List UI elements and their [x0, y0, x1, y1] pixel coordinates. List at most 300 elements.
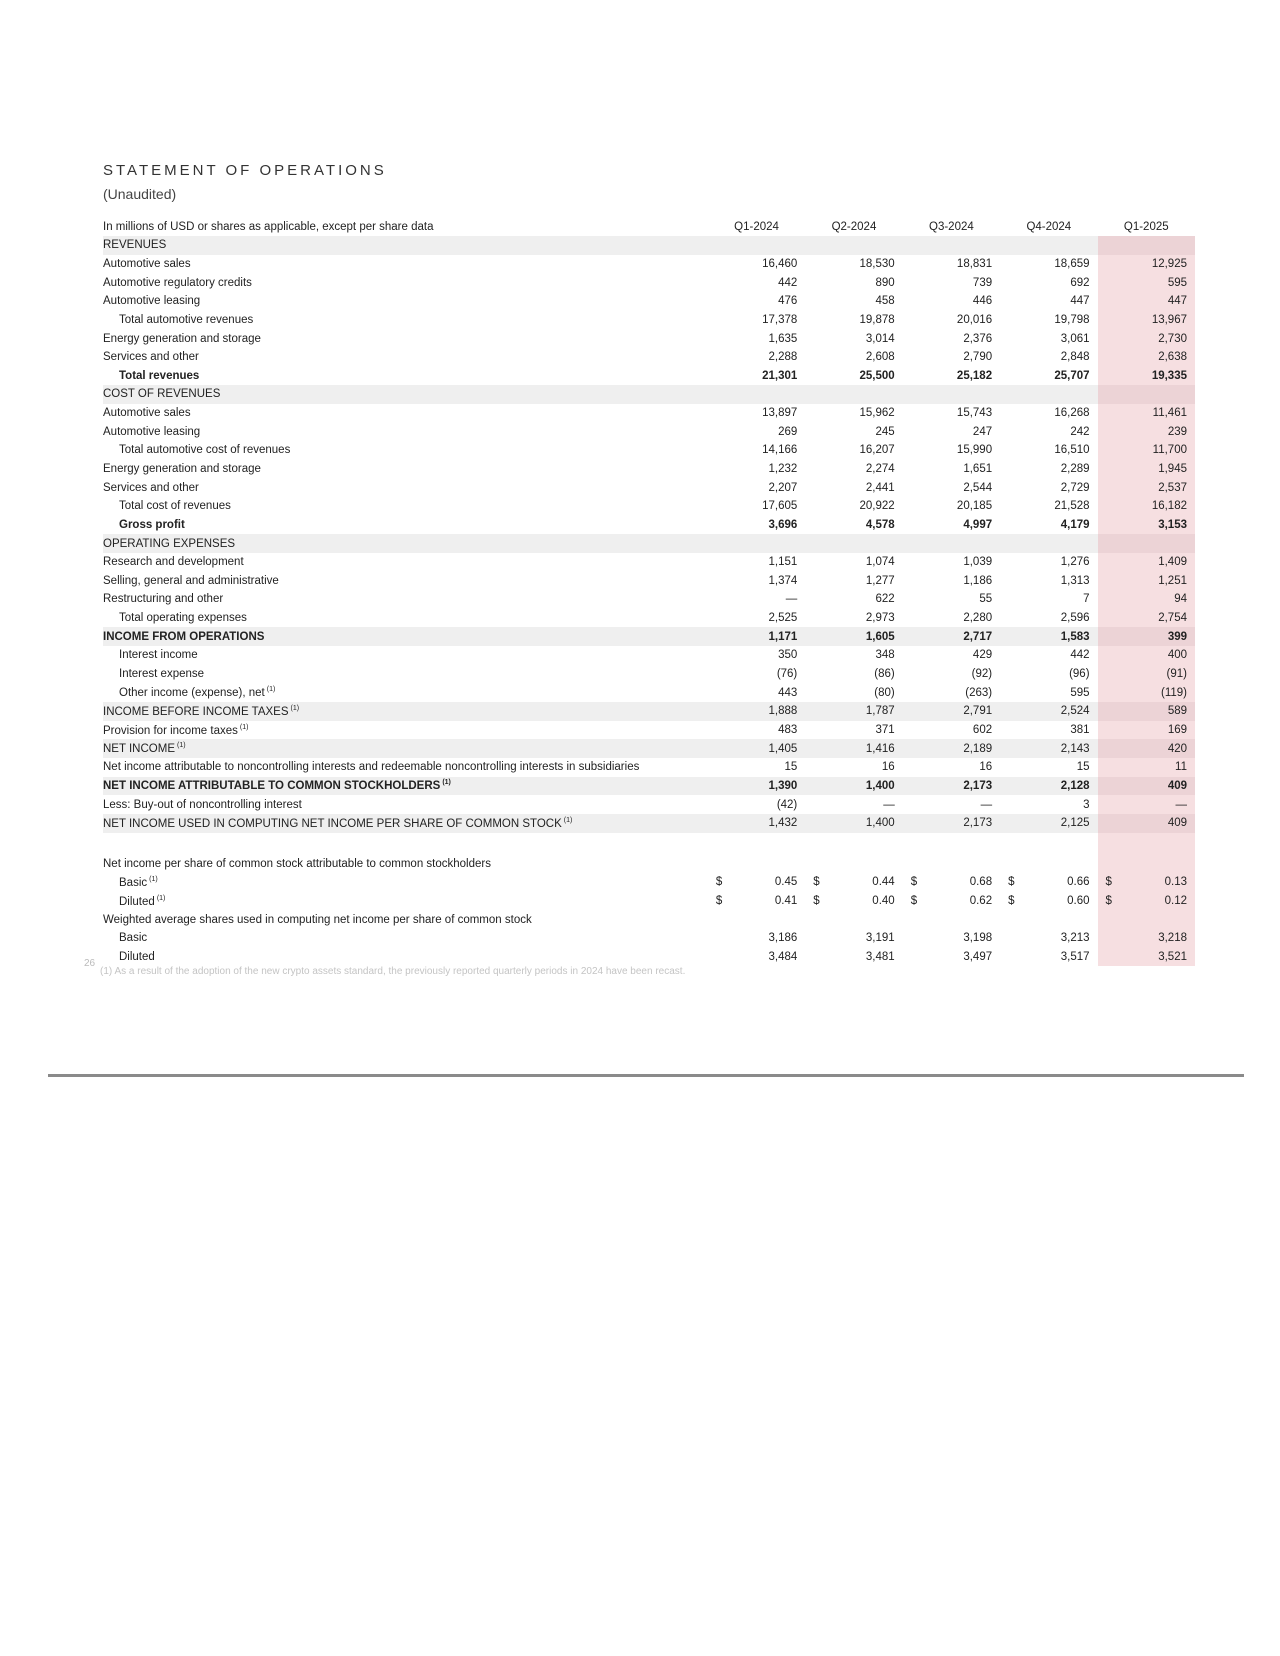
row-label-cell — [103, 948, 708, 967]
value-cell — [903, 273, 1000, 292]
value-cell — [1098, 814, 1195, 833]
table-row — [103, 758, 1195, 777]
value-cell — [1098, 665, 1195, 684]
table-row — [103, 627, 1195, 646]
cell-value: 1,888 — [768, 705, 798, 718]
value-cell — [708, 609, 805, 628]
cell-value: 1,605 — [865, 630, 895, 643]
value-cell — [903, 497, 1000, 516]
cell-value: (96) — [1069, 668, 1090, 681]
table-row — [103, 910, 1195, 929]
cell-value: 17,378 — [762, 313, 798, 326]
value-cell — [805, 833, 902, 855]
value-cell — [1000, 646, 1097, 665]
value-cell — [708, 646, 805, 665]
cell-value: 1,374 — [768, 574, 798, 587]
value-cell — [805, 855, 902, 874]
value-cell — [805, 460, 902, 479]
value-cell — [903, 366, 1000, 385]
value-cell — [1000, 460, 1097, 479]
value-cell — [805, 721, 902, 740]
value-cell — [1098, 385, 1195, 404]
cell-value: 239 — [1167, 425, 1187, 438]
cell-value: 595 — [1167, 276, 1187, 289]
value-cell — [903, 855, 1000, 874]
row-label-cell — [103, 758, 708, 777]
value-cell — [1098, 273, 1195, 292]
table-row — [103, 873, 1195, 892]
value-cell — [1000, 910, 1097, 929]
cell-value: 2,289 — [1060, 463, 1090, 475]
value-cell — [1000, 833, 1097, 855]
value-cell — [1000, 534, 1097, 553]
cell-value: 25,707 — [1054, 369, 1090, 382]
table-row — [103, 366, 1195, 385]
value-cell — [903, 683, 1000, 702]
cell-value: 400 — [1167, 649, 1187, 662]
value-cell — [903, 329, 1000, 348]
value-cell — [1000, 702, 1097, 721]
cell-value: 2,717 — [963, 630, 993, 643]
cell-value: 0.68 — [969, 876, 993, 889]
value-cell — [1098, 683, 1195, 702]
cell-value: 1,945 — [1158, 463, 1187, 475]
row-label: Services and other — [103, 351, 199, 364]
cell-value: 245 — [875, 425, 895, 438]
cell-value: 739 — [972, 276, 993, 289]
cell-value: 19,798 — [1054, 313, 1090, 326]
table-row — [103, 534, 1195, 553]
value-cell — [805, 385, 902, 404]
value-cell — [805, 236, 902, 255]
cell-value: 3,191 — [865, 932, 895, 945]
value-cell — [805, 814, 902, 833]
cell-value: 2,125 — [1060, 817, 1090, 830]
cell-value: 3,218 — [1158, 932, 1187, 945]
row-label: REVENUES — [103, 239, 167, 252]
cell-value: 442 — [778, 276, 798, 289]
value-cell — [1098, 795, 1195, 814]
value-cell — [708, 948, 805, 967]
cell-value: 0.40 — [872, 895, 895, 908]
value-cell — [805, 683, 902, 702]
value-cell — [1000, 721, 1097, 740]
value-cell — [903, 460, 1000, 479]
row-label-cell — [103, 892, 708, 911]
row-label: Total revenues — [119, 369, 200, 382]
cell-value: 2,524 — [1060, 705, 1090, 718]
footnote-marker: (1) — [266, 686, 276, 694]
cell-value: 0.62 — [969, 895, 993, 908]
cell-value: 399 — [1167, 630, 1187, 643]
cell-value: 2,376 — [963, 332, 993, 345]
value-cell — [1098, 929, 1195, 948]
value-cell — [903, 422, 1000, 441]
table-row — [103, 273, 1195, 292]
value-cell — [1098, 873, 1195, 892]
value-cell — [708, 534, 805, 553]
page-number: 26 — [84, 958, 96, 969]
cell-value: 1,313 — [1060, 574, 1090, 587]
cell-value: 1,186 — [963, 574, 993, 587]
table-caption: In millions of USD or shares as applicable, except per share data — [103, 221, 434, 233]
footnote-marker: (1) — [149, 876, 158, 884]
table-row — [103, 478, 1195, 497]
currency-symbol: $ — [910, 895, 918, 908]
table-row — [103, 665, 1195, 684]
value-cell — [1098, 910, 1195, 929]
row-label: Automotive regulatory credits — [103, 276, 252, 289]
page-separator — [48, 1074, 1244, 1077]
cell-value: 2,596 — [1060, 612, 1090, 625]
value-cell — [903, 758, 1000, 777]
value-cell — [1000, 795, 1097, 814]
value-cell — [1098, 721, 1195, 740]
cell-value: 2,274 — [865, 463, 895, 475]
value-cell — [1098, 646, 1195, 665]
table-row — [103, 516, 1195, 535]
cell-value: (86) — [874, 668, 895, 681]
table-body — [103, 236, 1195, 966]
row-label-cell — [103, 553, 708, 572]
cell-value: 420 — [1167, 742, 1187, 755]
row-label: Basic — [119, 932, 148, 945]
value-cell — [1098, 329, 1195, 348]
cell-value: 2,848 — [1060, 351, 1090, 364]
value-cell — [903, 910, 1000, 929]
cell-value: 18,530 — [859, 257, 895, 270]
cell-value: (80) — [874, 686, 895, 699]
cell-value: 55 — [979, 593, 993, 606]
value-cell — [708, 777, 805, 796]
cell-value: 1,251 — [1158, 574, 1187, 587]
table-row — [103, 255, 1195, 274]
value-cell — [1098, 833, 1195, 855]
cell-value: 890 — [875, 276, 895, 289]
cell-value: 3 — [1083, 798, 1090, 811]
value-cell — [708, 702, 805, 721]
value-cell — [1000, 422, 1097, 441]
value-cell — [1000, 739, 1097, 758]
cell-value: 1,432 — [768, 817, 798, 830]
cell-value: 3,521 — [1158, 951, 1187, 964]
row-label-cell — [103, 702, 708, 721]
cell-value: 2,791 — [963, 705, 993, 718]
cell-value: 2,525 — [768, 612, 798, 625]
row-label: INCOME BEFORE INCOME TAXES — [103, 705, 289, 718]
table-row — [103, 497, 1195, 516]
row-label-cell — [103, 441, 708, 460]
cell-value: 350 — [778, 649, 798, 662]
cell-value: 2,973 — [865, 612, 895, 625]
cell-value: 409 — [1167, 817, 1187, 830]
cell-value: 443 — [778, 686, 798, 699]
value-cell — [805, 948, 902, 967]
value-cell — [903, 255, 1000, 274]
value-cell — [903, 516, 1000, 535]
value-cell — [903, 833, 1000, 855]
value-cell — [1000, 385, 1097, 404]
cell-value: (91) — [1166, 668, 1187, 681]
cell-value: 2,128 — [1060, 779, 1090, 792]
value-cell — [708, 855, 805, 874]
table-row — [103, 833, 1195, 855]
cell-value: 1,074 — [865, 556, 895, 569]
cell-value: 17,605 — [762, 500, 798, 513]
column-header: Q2-2024 — [831, 221, 877, 233]
footnote-marker: (1) — [563, 816, 573, 824]
value-cell — [805, 795, 902, 814]
row-label-cell — [103, 646, 708, 665]
table-row — [103, 460, 1195, 479]
value-cell — [1098, 590, 1195, 609]
cell-value: 0.44 — [872, 876, 895, 889]
value-cell — [708, 758, 805, 777]
cell-value: 1,171 — [768, 630, 798, 643]
cell-value: 16 — [881, 761, 895, 774]
cell-value: 0.13 — [1164, 876, 1187, 889]
row-label-cell — [103, 311, 708, 330]
value-cell — [708, 892, 805, 911]
cell-value: 1,276 — [1060, 556, 1090, 569]
value-cell — [805, 292, 902, 311]
value-cell — [1000, 873, 1097, 892]
cell-value: 4,578 — [865, 518, 895, 531]
value-cell — [1000, 516, 1097, 535]
row-label-cell — [103, 795, 708, 814]
cell-value: 13,897 — [762, 407, 798, 420]
cell-value: 348 — [875, 649, 895, 662]
value-cell — [903, 646, 1000, 665]
cell-value: 11,700 — [1152, 444, 1187, 457]
cell-value: 2,544 — [963, 481, 993, 494]
row-label-cell — [103, 273, 708, 292]
cell-value: 0.60 — [1067, 895, 1090, 908]
cell-value: 2,790 — [963, 351, 993, 364]
table-row — [103, 572, 1195, 591]
row-label: Total automotive cost of revenues — [119, 444, 291, 457]
value-cell — [903, 478, 1000, 497]
table-row — [103, 739, 1195, 758]
row-label-cell — [103, 236, 708, 255]
value-cell — [708, 329, 805, 348]
currency-symbol: $ — [1008, 895, 1015, 908]
cell-value: 3,481 — [865, 951, 895, 964]
cell-value: 2,189 — [963, 742, 993, 755]
cell-value: 242 — [1070, 425, 1090, 438]
row-label: Net income per share of common stock attributable to common stockholders — [103, 857, 491, 870]
row-label-cell — [103, 329, 708, 348]
table-row — [103, 948, 1195, 967]
value-cell — [903, 292, 1000, 311]
cell-value: 1,405 — [768, 742, 798, 755]
cell-value: 622 — [875, 593, 895, 606]
cell-value: 429 — [972, 649, 993, 662]
cell-value: (42) — [776, 798, 798, 811]
value-cell — [1000, 572, 1097, 591]
cell-value: 15,990 — [956, 444, 993, 457]
cell-value: 16,268 — [1054, 407, 1090, 420]
value-cell — [1098, 739, 1195, 758]
cell-value: 0.45 — [774, 876, 798, 889]
value-cell — [1098, 366, 1195, 385]
value-cell — [805, 422, 902, 441]
value-cell — [708, 478, 805, 497]
cell-value: 3,198 — [963, 932, 993, 945]
cell-value: 15,962 — [859, 407, 895, 420]
cell-value: 15 — [1076, 761, 1090, 774]
cell-value: 2,608 — [865, 351, 895, 364]
value-cell — [708, 795, 805, 814]
row-label: Total operating expenses — [119, 612, 247, 625]
value-cell — [805, 255, 902, 274]
cell-value: — — [785, 593, 798, 606]
value-cell — [805, 758, 902, 777]
value-cell — [1000, 553, 1097, 572]
cell-value: 247 — [972, 425, 993, 438]
cell-value: 371 — [875, 723, 895, 736]
cell-value: 14,166 — [762, 444, 798, 457]
cell-value: 19,335 — [1151, 369, 1187, 382]
value-cell — [708, 311, 805, 330]
value-cell — [1000, 236, 1097, 255]
value-cell — [1000, 441, 1097, 460]
value-cell — [1000, 273, 1097, 292]
row-label: Weighted average shares used in computing net income per share of common stock — [103, 913, 532, 926]
value-cell — [903, 236, 1000, 255]
row-label-cell — [103, 422, 708, 441]
row-label: Other income (expense), net — [119, 687, 265, 700]
cell-value: 446 — [972, 295, 993, 308]
value-cell — [1098, 460, 1195, 479]
row-label-cell — [103, 855, 708, 874]
value-cell — [805, 777, 902, 796]
cell-value: 595 — [1070, 686, 1090, 699]
cell-value: (92) — [971, 668, 993, 681]
value-cell — [1000, 665, 1097, 684]
row-label: Automotive leasing — [103, 295, 201, 308]
table-row — [103, 702, 1195, 721]
value-cell — [708, 348, 805, 367]
currency-symbol: $ — [910, 876, 918, 889]
value-cell — [708, 627, 805, 646]
value-cell — [708, 683, 805, 702]
table-row — [103, 311, 1195, 330]
value-cell — [903, 702, 1000, 721]
cell-value: 692 — [1070, 276, 1090, 289]
cell-value: 589 — [1167, 705, 1187, 718]
value-cell — [1098, 892, 1195, 911]
cell-value: 1,277 — [865, 574, 895, 587]
cell-value: 2,173 — [963, 817, 993, 830]
footnote-marker: (1) — [442, 779, 451, 787]
cell-value: 458 — [875, 295, 895, 308]
value-cell — [1000, 292, 1097, 311]
value-cell — [805, 441, 902, 460]
value-cell — [1098, 497, 1195, 516]
currency-symbol: $ — [813, 876, 820, 889]
value-cell — [708, 366, 805, 385]
value-cell — [708, 590, 805, 609]
value-cell — [1098, 777, 1195, 796]
cell-value: 2,638 — [1158, 351, 1187, 364]
column-header: Q1-2025 — [1123, 221, 1169, 233]
value-cell — [1000, 366, 1097, 385]
value-cell — [1098, 534, 1195, 553]
row-label-cell — [103, 572, 708, 591]
value-cell — [1000, 683, 1097, 702]
cell-value: 1,409 — [1158, 556, 1187, 569]
value-cell — [805, 665, 902, 684]
row-label-cell — [103, 814, 708, 833]
value-cell — [805, 273, 902, 292]
row-label: COST OF REVENUES — [103, 388, 221, 401]
cell-value: 1,416 — [865, 742, 895, 755]
value-cell — [1098, 609, 1195, 628]
cell-value: 381 — [1070, 723, 1090, 736]
value-cell — [708, 497, 805, 516]
cell-value: 16 — [979, 761, 993, 774]
value-cell — [1098, 702, 1195, 721]
cell-value: 2,754 — [1158, 612, 1187, 625]
row-label: Less: Buy-out of noncontrolling interest — [103, 798, 302, 811]
footnote-marker: (1) — [239, 723, 249, 731]
row-label-cell — [103, 366, 708, 385]
currency-symbol: $ — [1008, 876, 1015, 889]
value-cell — [805, 311, 902, 330]
table-row — [103, 929, 1195, 948]
table-header-row — [103, 218, 1195, 236]
value-cell — [903, 948, 1000, 967]
row-label-cell — [103, 721, 708, 740]
currency-symbol: $ — [813, 895, 820, 908]
value-cell — [903, 627, 1000, 646]
cell-value: 25,182 — [956, 369, 993, 382]
row-label-cell — [103, 534, 708, 553]
value-cell — [1098, 948, 1195, 967]
value-cell — [1098, 255, 1195, 274]
table-row — [103, 292, 1195, 311]
cell-value: — — [1175, 798, 1187, 811]
table-row — [103, 441, 1195, 460]
row-label: Provision for income taxes — [103, 724, 238, 737]
table-row — [103, 777, 1195, 796]
value-cell — [1000, 478, 1097, 497]
value-cell — [805, 929, 902, 948]
value-cell — [805, 348, 902, 367]
value-cell — [708, 385, 805, 404]
row-label-cell — [103, 873, 708, 892]
cell-value: 3,014 — [865, 332, 895, 345]
cell-value: 3,061 — [1060, 332, 1090, 345]
row-label: Diluted — [119, 895, 155, 908]
value-cell — [1098, 516, 1195, 535]
statement-title: STATEMENT OF OPERATIONS — [103, 162, 387, 179]
cell-value: 1,787 — [865, 705, 895, 718]
footnote-marker: (1) — [156, 894, 166, 902]
value-cell — [708, 255, 805, 274]
value-cell — [708, 404, 805, 423]
row-label: Automotive leasing — [103, 425, 201, 438]
value-cell — [805, 534, 902, 553]
row-label: Automotive sales — [103, 407, 191, 420]
cell-value: 1,232 — [768, 463, 798, 475]
value-cell — [1098, 627, 1195, 646]
table-row — [103, 683, 1195, 702]
value-cell — [708, 292, 805, 311]
column-header: Q4-2024 — [1026, 221, 1072, 233]
row-label-cell — [103, 404, 708, 423]
